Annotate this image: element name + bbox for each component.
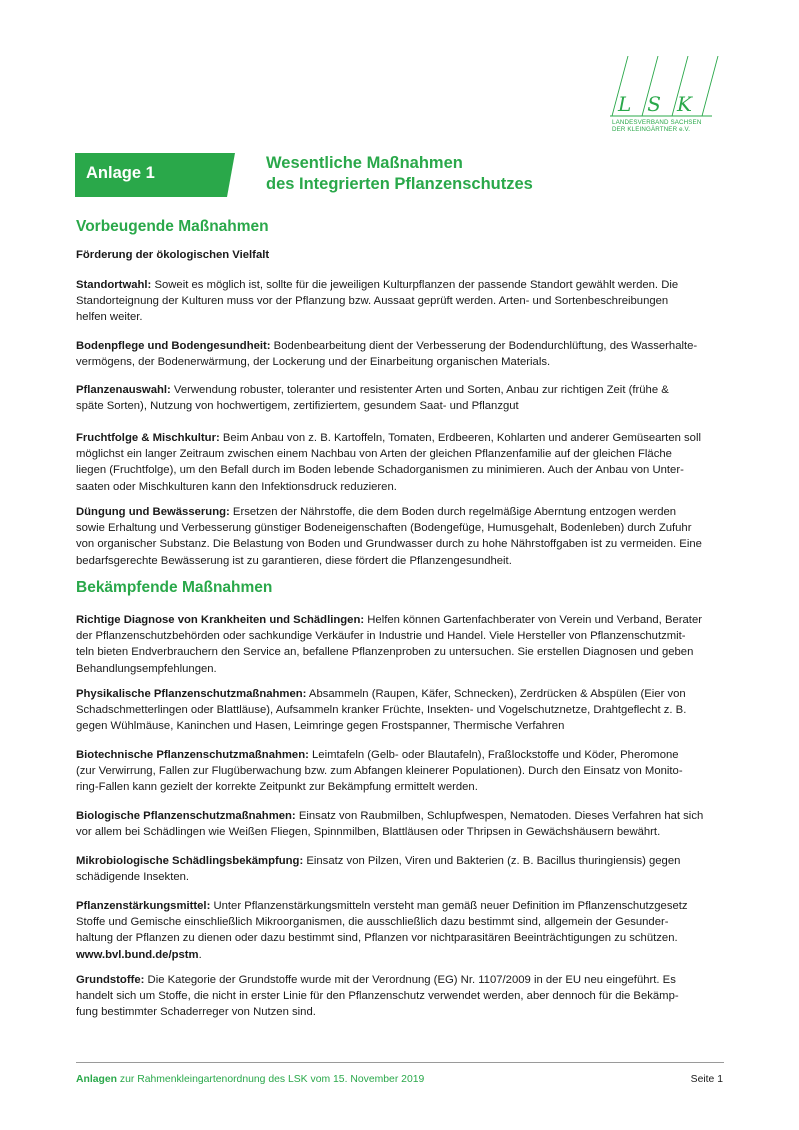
paragraph-line [76,382,724,398]
paragraph-line: Stoffe und Gemische einschließlich Mikroorganismen, die ausschließlich dazu bestimmt sind, allgemein der Gesunder- [76,916,669,929]
text-run: Bodenbearbeitung dient der Verbesserung der Bodendurchlüftung, des Wasserhalte- [270,340,698,352]
text-run: Die Kategorie der Grundstoffe wurde mit der Verordnung (EG) Nr. 1107/2009 in der EU neu eingeführt. Es [144,974,676,986]
paragraph-line [76,808,724,824]
paragraph-line [76,898,724,914]
paragraph-pflanzenauswahl [76,382,724,414]
paragraph-pflanzenstaerkung [76,898,724,963]
paragraph-line [76,747,724,763]
subheading-oekologische-vielfalt: Förderung der ökologischen Vielfalt [76,249,270,261]
section-heading-bekaempfende: Bekämpfende Maßnahmen [76,579,273,596]
paragraph-label: Biotechnische Pflanzenschutzmaßnahmen: [76,749,309,761]
paragraph-line: Standorteignung der Kulturen muss vor der Pflanzung bzw. Aussaat geprüft werden. Arten- und Sortenbeschreibungen [76,295,669,308]
text-run: Soweit es möglich ist, sollte für die jeweiligen Kulturpflanzen der passende Standort gewählt werden. Die [151,279,679,291]
paragraph-line: vermögens, der Bodenerwärmung, der Lockerung und der Einarbeitung organischen Materials. [76,356,551,369]
paragraph-line: der Pflanzenschutzbehörden oder sachkundige Verkäufer in Industrie und Handel. Viele Hersteller von Pflanzenschutzmit- [76,630,686,643]
paragraph-line [76,612,724,628]
paragraph-label: Biologische Pflanzenschutzmaßnahmen: [76,810,296,822]
logo-subtitle-line1: LANDESVERBAND SACHSEN [612,119,702,126]
paragraph-label: Grundstoffe: [76,974,145,986]
paragraph-line: fung bestimmter Schaderreger von Nutzen sind. [76,1006,316,1019]
paragraph-line [76,338,724,354]
paragraph-label: Pflanzenauswahl: [76,384,171,396]
footer-document-reference [76,1074,424,1085]
paragraph-line: vor allem bei Schädlingen wie Weißen Fliegen, Spinnmilben, Blattläusen oder Thripsen in Gewächshäusern bewährt. [76,826,661,839]
paragraph-line [76,853,724,869]
footer-text: zur Rahmenkleingartenordnung des LSK vom 15. November 2019 [117,1074,425,1085]
paragraph-line: (zur Verwirrung, Fallen zur Flugüberwachung bzw. zum Abfangen kleinerer Populationen). Durch den Einsatz von Monito- [76,765,683,778]
section-heading-vorbeugende: Vorbeugende Maßnahmen [76,218,269,235]
paragraph-bodenpflege [76,338,724,370]
paragraph-line: haltung der Pflanzen zu dienen oder dazu bestimmt sind, Pflanzen vor nichtparasitären Beeinträchtigungen zu schützen. [76,932,678,945]
paragraph-label: Düngung und Bewässerung: [76,506,230,518]
paragraph-line [76,686,724,702]
paragraph-biologisch [76,808,724,840]
paragraph-line: von organischer Substanz. Die Belastung von Boden und Grundwasser durch zu hohe Nährstoffgaben ist zu vermeiden. Eine [76,538,702,551]
paragraph-line [76,277,724,293]
text-run: Einsatz von Raubmilben, Schlupfwespen, Nematoden. Dieses Verfahren hat sich [295,810,704,822]
paragraph-line: handelt sich um Stoffe, die nicht in erster Linie für den Pflanzenschutz verwendet werden, aber dennoch für die Bekämp- [76,990,679,1003]
logo-letters: LSK [618,92,708,116]
text-run: Helfen können Gartenfachberater von Verein und Verband, Berater [364,614,702,626]
paragraph-fruchtfolge [76,430,724,495]
paragraph-line: saaten oder Mischkulturen kann den Infektionsdruck reduzieren. [76,480,397,493]
document-title [266,153,533,195]
paragraph-line: gegen Wühlmäuse, Kaninchen und Hasen, Leimringe gegen Frostspanner, Thermische Verfahren [76,720,565,733]
paragraph-line: helfen weiter. [76,311,143,324]
paragraph-label: Standortwahl: [76,279,152,291]
paragraph-mikrobiologisch [76,853,724,885]
paragraph-line: bedarfsgerechte Bewässerung ist zu garantieren, diese fördert die Pflanzengesundheit. [76,554,512,567]
document-title-line1: Wesentliche Maßnahmen [266,154,463,172]
text-run: . [198,948,202,961]
logo-subtitle-line2: DER KLEINGÄRTNER e.V. [612,126,691,134]
paragraph-line [76,430,724,446]
page-number: Seite 1 [690,1074,723,1085]
paragraph-line: ring-Fallen kann gezielt der korrekte Zeitpunkt zur Bekämpfung ermittelt werden. [76,781,478,794]
text-run: Ersetzen der Nährstoffe, die dem Boden durch regelmäßige Aberntung entzogen werden [229,506,677,518]
paragraph-grundstoffe [76,972,724,1021]
paragraph-physikalisch [76,686,724,735]
paragraph-biotechnisch [76,747,724,796]
text-run: Absammeln (Raupen, Käfer, Schnecken), Zerdrücken & Abspülen (Eier von [306,688,686,700]
paragraph-label: Physikalische Pflanzenschutzmaßnahmen: [76,688,307,700]
paragraph-standortwahl [76,277,724,326]
paragraph-line [76,972,724,988]
paragraph-line: Behandlungsempfehlungen. [76,662,217,675]
paragraph-duengung [76,504,724,569]
paragraph-line: möglichst ein langer Zeitraum zwischen einem Nachbau von Arten der gleichen Pflanzenfamilie auf der gleichen Fläche [76,448,672,461]
paragraph-line [76,504,724,520]
anlage-badge [75,153,235,197]
paragraph-label: Richtige Diagnose von Krankheiten und Schädlingen: [76,614,365,626]
paragraph-line: späte Sorten), Nutzung von hochwertigem, zertifiziertem, gesundem Saat- und Pflanzgut [76,400,519,413]
paragraph-line: sowie Erhaltung und Verbesserung günstiger Bodeneigenschaften (Bodengefüge, Humusgehalt, Bodenleben) durch Zufuhr [76,522,692,535]
paragraph-line: Schadschmetterlingen oder Blattläuse), Aufsammeln kranker Früchte, Insekten- und Vogelschutznetze, Drahtgeflecht z. B. [76,704,687,717]
paragraph-label: Bodenpflege und Bodengesundheit: [76,340,271,352]
paragraph-line: teln bieten Endverbrauchern den Service an, befallene Pflanzenproben zu untersuchen. Sie erstellen Diagnosen und geben [76,646,694,659]
logo-subtitle [612,119,701,134]
text-run: Unter Pflanzenstärkungsmitteln versteht man gemäß neuer Definition im Pflanzenschutzgesetz [210,900,688,912]
anlage-badge-label: Anlage 1 [86,164,155,182]
paragraph-line: liegen (Fruchtfolge), um den Befall durch im Boden lebende Schadorganismen zu minimieren. Auch der Anbau von Unter- [76,464,684,477]
paragraph-diagnose [76,612,724,677]
bvl-link[interactable]: www.bvl.bund.de/pstm [76,948,199,961]
text-run: Verwendung robuster, toleranter und resistenter Arten und Sorten, Anbau zur richtigen Zeit (frühe & [170,384,669,396]
paragraph-label: Mikrobiologische Schädlingsbekämpfung: [76,855,304,867]
text-run: Beim Anbau von z. B. Kartoffeln, Tomaten, Erdbeeren, Kohlarten und anderer Gemüsearten soll [219,432,701,444]
document-title-line2: des Integrierten Pflanzenschutzes [266,175,533,193]
paragraph-line: schädigende Insekten. [76,871,190,884]
footer-divider [76,1062,724,1063]
paragraph-label: Pflanzenstärkungsmittel: [76,900,211,912]
lsk-logo [606,56,736,140]
paragraph-label: Fruchtfolge & Mischkultur: [76,432,220,444]
footer-bold: Anlagen [76,1074,117,1085]
paragraph-line [76,947,724,963]
text-run: Einsatz von Pilzen, Viren und Bakterien (z. B. Bacillus thuringiensis) gegen [303,855,681,867]
text-run: Leimtafeln (Gelb- oder Blautafeln), Fraßlockstoffe und Köder, Pheromone [308,749,679,761]
